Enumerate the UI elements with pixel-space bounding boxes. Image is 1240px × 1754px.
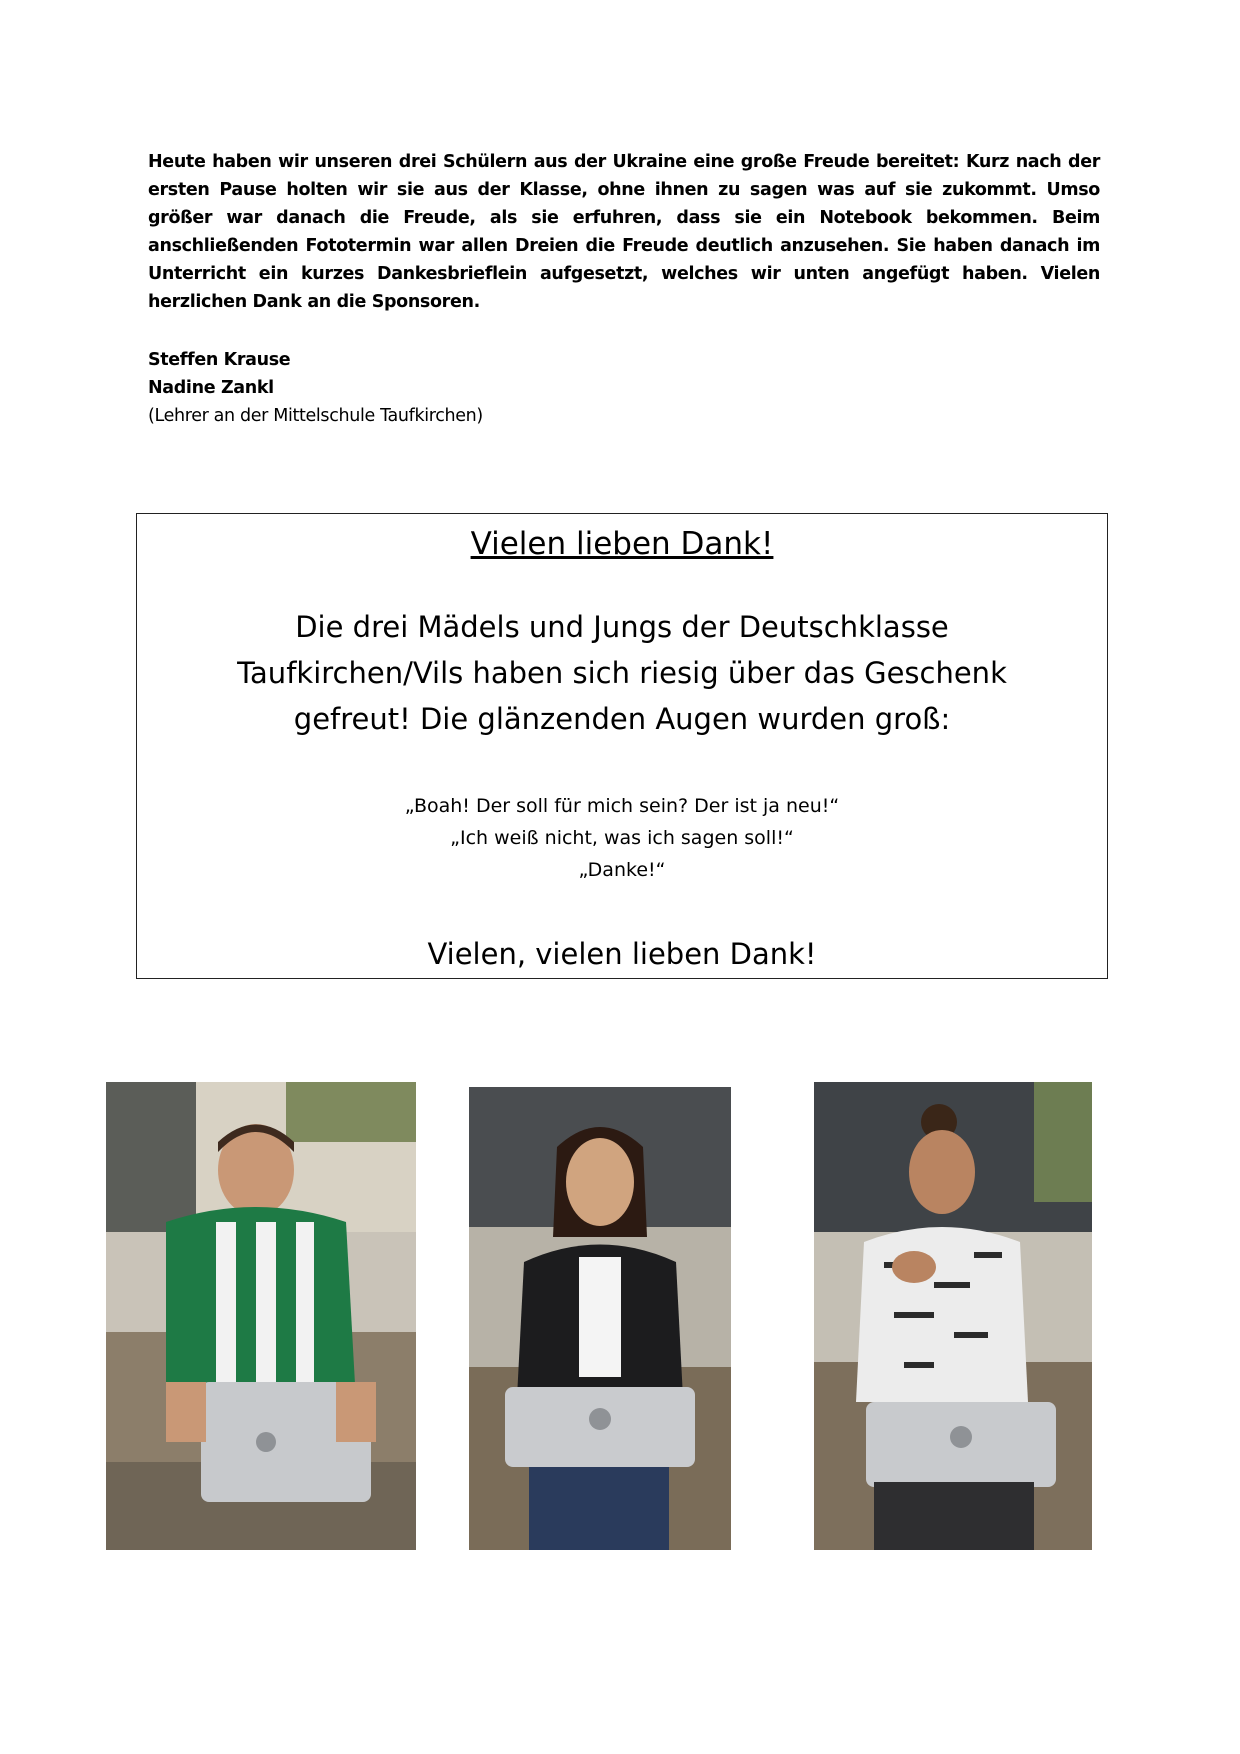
letter-body-line-3: gefreut! Die glänzenden Augen wurden groß: [293, 702, 951, 736]
letter-body [157, 604, 1087, 742]
letter-closing: Vielen, vielen lieben Dank! [427, 937, 817, 971]
student-with-laptop-photo-icon [106, 1082, 416, 1550]
student-photo-2 [469, 1087, 731, 1550]
student-photo-1 [106, 1082, 416, 1550]
thank-you-letter-box [136, 513, 1108, 979]
student-photo-3 [814, 1082, 1092, 1550]
signature-name-2: Nadine Zankl [148, 378, 274, 398]
quote-3: „Danke!“ [578, 859, 666, 881]
quote-2: „Ich weiß nicht, was ich sagen soll!“ [450, 827, 794, 849]
signature-block [148, 346, 483, 430]
signature-role: (Lehrer an der Mittelschule Taufkirchen) [148, 406, 483, 426]
student-with-laptop-photo-icon [469, 1087, 731, 1550]
quote-1: „Boah! Der soll für mich sein? Der ist ja neu!“ [404, 795, 840, 817]
intro-text-block [148, 148, 1100, 316]
letter-body-line-1: Die drei Mädels und Jungs der Deutschklasse [295, 610, 949, 644]
letter-body-line-2: Taufkirchen/Vils haben sich riesig über das Geschenk [237, 656, 1007, 690]
signature-name-1: Steffen Krause [148, 350, 291, 370]
letter-quotes [137, 790, 1107, 886]
student-with-laptop-photo-icon [814, 1082, 1092, 1550]
letter-title: Vielen lieben Dank! [470, 526, 774, 562]
intro-paragraph: Heute haben wir unseren drei Schülern aus der Ukraine eine große Freude bereitet: Kurz nach der ersten Pause holten wir sie aus der Klasse, ohne ihnen zu sagen was auf sie zukommt. Umso größer war danach die Freude, als sie erfuhren, dass sie ein Notebook bekommen. Beim anschließenden Fototermin war allen Dreien die Freude deutlich anzusehen. Sie haben danach im Unterricht ein kurzes Dankesbrieflein aufgesetzt, welches wir unten angefügt haben. Vielen herzlichen Dank an die Sponsoren. [148, 152, 1100, 312]
